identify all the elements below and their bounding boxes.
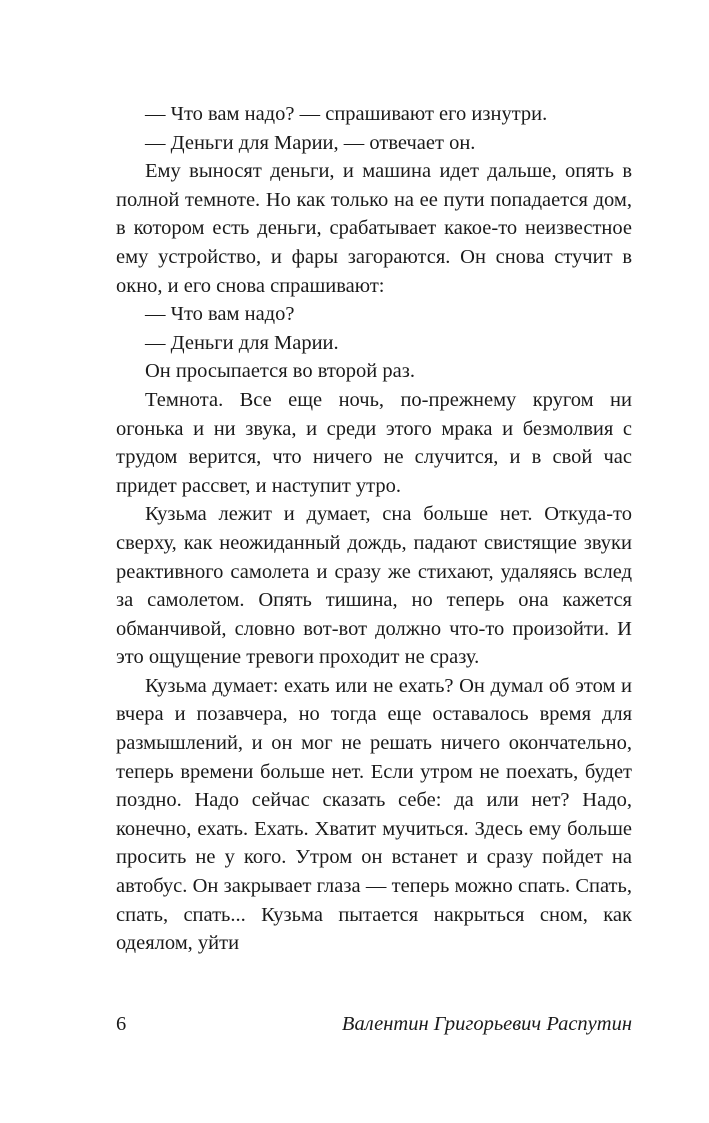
paragraph: — Деньги для Марии. xyxy=(145,331,339,354)
paragraph: Кузьма лежит и думает, сна больше нет. Откуда-то сверху, как неожиданный дождь, падают свистящие звуки реактивного самолета и сразу же стихают, удаляясь вслед за самолетом. Опять тишина, но теперь она кажется обманчивой, словно вот-вот должно что-то произойти. И это ощущение тревоги проходит не сразу. xyxy=(116,503,632,669)
paragraph: Темнота. Все еще ночь, по-прежнему кругом ни огонька и ни звука, и среди этого мрака и безмолвия с трудом верится, что ничего не случится, и в свой час придет рассвет, и наступит утро. xyxy=(116,388,632,497)
body-text xyxy=(116,100,632,958)
paragraph: — Деньги для Марии, — отвечает он. xyxy=(145,131,476,154)
running-footer-author: Валентин Григорьевич Распутин xyxy=(341,1013,632,1035)
paragraph: Кузьма думает: ехать или не ехать? Он думал об этом и вчера и позавчера, но тогда еще оставалось время для размышлений, и он мог не решать ничего окончательно, теперь времени больше нет. Если утром не поехать, будет поздно. Надо сейчас сказать себе: да или нет? Надо, конечно, ехать. Ехать. Хватит мучиться. Здесь ему больше просить не у кого. Утром он встанет и сразу пойдет на автобус. Он закрывает глаза — теперь можно спать. Спать, спать, спать... Кузьма пытается накрыться сном, как одеялом, уйти xyxy=(116,674,632,955)
paragraph: — Что вам надо? xyxy=(145,303,295,326)
paragraph: Он просыпается во второй раз. xyxy=(145,360,415,383)
paragraph: — Что вам надо? — спрашивают его изнутри. xyxy=(145,103,548,125)
page-footer xyxy=(116,1013,632,1036)
page-number: 6 xyxy=(116,1013,127,1035)
paragraph: Ему выносят деньги, и машина идет дальше, опять в полной темноте. Но как только на ее пути попадается дом, в котором есть деньги, срабатывает какое-то неизвестное ему устройство, и фары загораются. Он снова стучит в окно, и его снова спрашивают: xyxy=(116,160,632,297)
